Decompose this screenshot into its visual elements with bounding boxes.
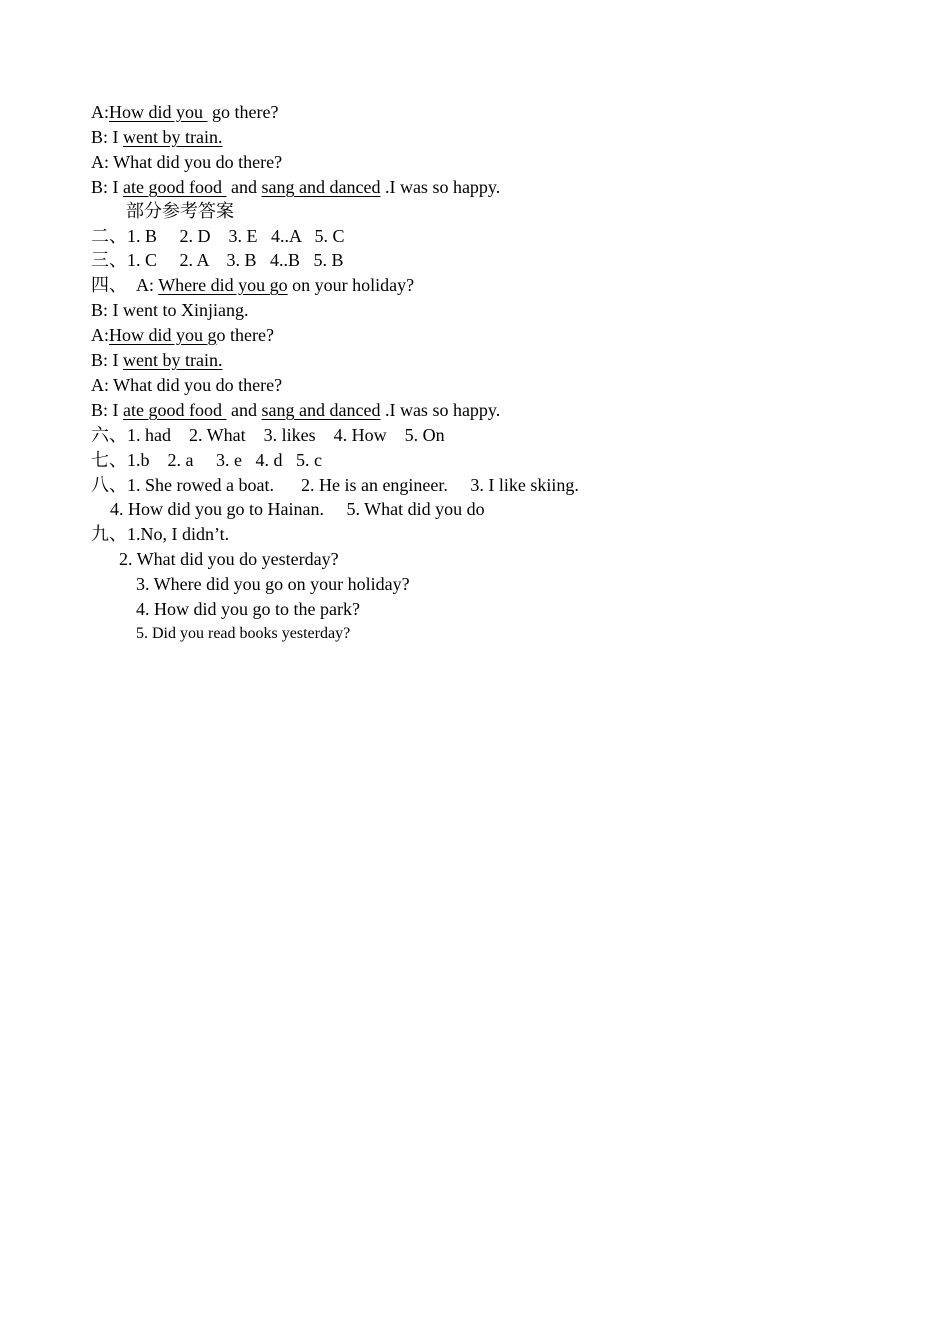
text-run: 3. Where did you go on your holiday? <box>136 574 410 594</box>
heading-text: 部分参考答案 <box>126 201 234 221</box>
text-run: B: I went to Xinjiang. <box>91 300 249 320</box>
text-run: 4. How did you go to the park? <box>136 599 360 619</box>
dialogue-line-8 <box>91 373 282 397</box>
text-run: .I was so happy. <box>380 400 501 420</box>
answer-section-7 <box>91 448 322 472</box>
text-run: 2. What did you do yesterday? <box>119 549 339 569</box>
answer-key-heading <box>126 199 234 223</box>
answer-section-3 <box>91 248 344 272</box>
answer-section-9-item-4 <box>136 597 360 621</box>
answer-section-9-item-5 <box>136 622 350 646</box>
underlined-answer: went by train. <box>123 350 223 370</box>
dialogue-line-6 <box>91 323 274 347</box>
answer-section-4 <box>91 273 414 297</box>
text-run: B: I <box>91 350 124 370</box>
answer-section-6 <box>91 423 445 447</box>
text-run: 二、1. B 2. D 3. E 4..A 5. C <box>91 226 345 246</box>
answer-section-9-item-2 <box>119 547 339 571</box>
answer-section-8 <box>91 473 579 497</box>
text-run: B: I <box>91 127 124 147</box>
text-run: A: What did you do there? <box>91 152 283 172</box>
text-run: 六、1. had 2. What 3. likes 4. How 5. On <box>91 425 445 445</box>
text-run: and <box>226 177 262 197</box>
answer-section-9-item-3 <box>136 572 410 596</box>
text-run: A: <box>91 325 109 345</box>
text-run: .I was so happy. <box>380 177 501 197</box>
dialogue-line-7 <box>91 348 223 372</box>
answer-section-8-cont <box>110 497 485 521</box>
underlined-answer: ate good food <box>123 400 227 420</box>
text-run: B: I <box>91 400 124 420</box>
underlined-answer: Where did you go <box>158 275 288 295</box>
text-run: 七、1.b 2. a 3. e 4. d 5. c <box>91 450 322 470</box>
text-run: go there? <box>207 102 279 122</box>
underlined-answer: went by train. <box>123 127 223 147</box>
text-run: 4. How did you go to Hainan. 5. What did you do <box>110 499 485 519</box>
dialogue-line-9 <box>91 398 500 422</box>
text-run: A: <box>91 102 109 122</box>
text-run: and <box>226 400 262 420</box>
text-run: 5. Did you read books yesterday? <box>136 625 351 642</box>
underlined-answer: How did you g <box>109 325 217 345</box>
text-run: 三、1. C 2. A 3. B 4..B 5. B <box>91 250 344 270</box>
underlined-answer: How did you <box>109 102 208 122</box>
text-run: on your holiday? <box>287 275 415 295</box>
text-run: 八、1. She rowed a boat. 2. He is an engineer. 3. I like skiing. <box>91 475 579 495</box>
text-run: B: I <box>91 177 124 197</box>
dialogue-line-2 <box>91 125 223 149</box>
answer-section-2 <box>91 224 345 248</box>
dialogue-line-3 <box>91 150 282 174</box>
underlined-answer: sang and danced <box>261 400 381 420</box>
text-run: o there? <box>216 325 274 345</box>
text-run: A: What did you do there? <box>91 375 283 395</box>
text-run: 四、 A: <box>91 275 159 295</box>
underlined-answer: sang and danced <box>261 177 381 197</box>
underlined-answer: ate good food <box>123 177 227 197</box>
answer-section-9 <box>91 522 229 546</box>
dialogue-line-1 <box>91 100 278 124</box>
text-run: 九、1.No, I didn’t. <box>91 524 230 544</box>
dialogue-line-4 <box>91 175 500 199</box>
dialogue-line-5 <box>91 298 248 322</box>
